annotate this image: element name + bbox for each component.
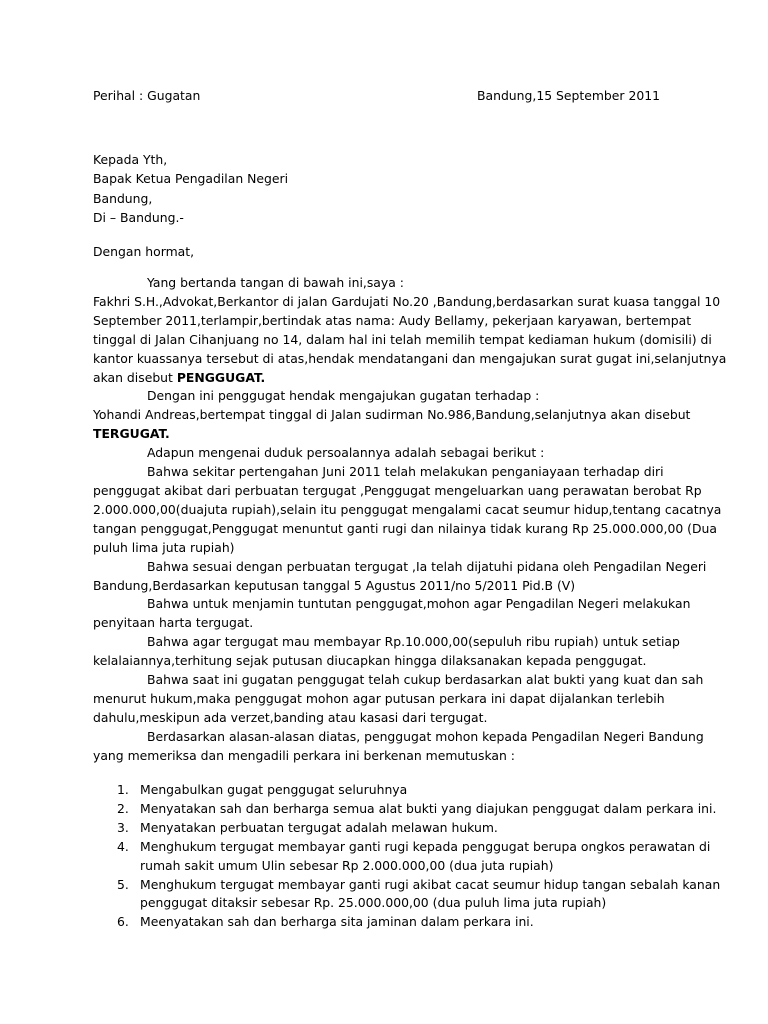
body-line (93, 369, 678, 388)
claim-number: 3. (117, 819, 129, 835)
claim-number: 4. (117, 838, 129, 854)
claim-number: 2. (117, 800, 129, 816)
address-line: Kepada Yth, (93, 152, 168, 167)
claim-text: Meenyatakan sah dan berharga sita jaminan dalam perkara ini. (140, 914, 534, 930)
body-line: Bahwa agar tergugat mau membayar Rp.10.000,00(sepuluh ribu rupiah) untuk setiap (147, 634, 680, 650)
body-line: September 2011,terlampir,bertindak atas nama: Audy Bellamy, pekerjaan karyawan, bertempat (93, 312, 692, 328)
body-line: Bahwa saat ini gugatan penggugat telah cukup berdasarkan alat bukti yang kuat dan sah (147, 672, 704, 688)
address-line: Di – Bandung.- (93, 209, 184, 225)
claim-item (0, 913, 720, 932)
claim-item (0, 876, 720, 914)
claim-text: penggugat ditaksir sebesar Rp. 25.000.000,00 (dua puluh lima juta rupiah) (140, 895, 607, 911)
body-line: penyitaan harta tergugat. (93, 615, 254, 631)
claim-text: Menyatakan sah dan berharga semua alat bukti yang diajukan penggugat dalam perkara ini. (140, 800, 717, 816)
claim-number: 6. (117, 914, 129, 930)
body-line: penggugat akibat dari perbuatan tergugat ,Penggugat mengeluarkan uang perawatan berobat Rp (93, 482, 702, 498)
body-line (93, 425, 678, 444)
body-line: 2.000.000,00(duajuta rupiah),selain itu penggugat mengalami cacat seumur hidup,tentang cacatnya (93, 501, 722, 517)
plaintiff-label: PENGGUGAT. (176, 369, 266, 385)
body-line: tangan penggugat,Penggugat menuntut ganti rugi dan nilainya tidak kurang Rp 25.000.000,00 (Dua (93, 520, 718, 536)
claim-text: Menyatakan perbuatan tergugat adalah melawan hukum. (140, 819, 498, 835)
address-line: Bapak Ketua Pengadilan Negeri (93, 171, 289, 187)
body-line: Dengan ini penggugat hendak mengajukan gugatan terhadap : (147, 388, 540, 404)
body-line: kantor kuassanya tersebut di atas,hendak mendatangani dan mengajukan surat gugat ini,selanjutnya (93, 350, 727, 366)
body-line: Bahwa sekitar pertengahan Juni 2011 telah melakukan penganiayaan terhadap diri (147, 464, 664, 480)
body-line: Yohandi Andreas,bertempat tinggal di Jalan sudirman No.986,Bandung,selanjutnya akan disebut (93, 407, 691, 423)
claim-item (0, 838, 720, 876)
claim-text: Mengabulkan gugat penggugat seluruhnya (140, 782, 408, 797)
body-line: Fakhri S.H.,Advokat,Berkantor di jalan Gardujati No.20 ,Bandung,berdasarkan surat kuasa tanggal 10 (93, 293, 721, 309)
claim-text: Menghukum tergugat membayar ganti rugi akibat cacat seumur hidup tangan sebalah kanan (140, 876, 721, 892)
claims-list (0, 781, 720, 932)
body-line: puluh lima juta rupiah) (93, 539, 235, 555)
claim-item (0, 800, 720, 819)
claim-item (0, 819, 720, 838)
body-line: tinggal di Jalan Cihanjuang no 14, dalam hal ini telah memilih tempat kediaman hukum (domisili) di (93, 331, 712, 347)
body-line: kelalaiannya,terhitung sejak putusan diucapkan hingga dilaksanakan kepada penggugat. (93, 653, 647, 669)
claim-item (0, 781, 720, 800)
body-text: akan disebut (93, 369, 177, 385)
body-line: Bandung,Berdasarkan keputusan tanggal 5 Agustus 2011/no 5/2011 Pid.B (V) (93, 577, 576, 593)
body-line: Berdasarkan alasan-alasan diatas, penggugat mohon kepada Pengadilan Negeri Bandung (147, 728, 704, 744)
body-line: Bahwa sesuai dengan perbuatan tergugat ,Ia telah dijatuhi pidana oleh Pengadilan Negeri (147, 558, 707, 574)
body-line: menurut hukum,maka penggugat mohon agar putusan perkara ini dapat dijalankan terlebih (93, 690, 665, 706)
address-line: Bandung, (93, 190, 153, 206)
claim-number: 5. (117, 876, 129, 892)
recipient-address (93, 150, 288, 227)
body-line: Adapun mengenai duduk persoalannya adalah sebagai berikut : (147, 445, 545, 461)
body-line: Bahwa untuk menjamin tuntutan penggugat,mohon agar Pengadilan Negeri melakukan (147, 596, 691, 612)
letter-body (93, 274, 727, 766)
body-line: dahulu,meskipun ada verzet,banding atau kasasi dari tergugat. (93, 709, 488, 725)
greeting: Dengan hormat, (93, 244, 195, 259)
defendant-label: TERGUGAT. (93, 426, 170, 442)
claim-text: Menghukum tergugat membayar ganti rugi kepada penggugat berupa ongkos perawatan di (140, 838, 711, 854)
letter-date: Bandung,15 September 2011 (477, 88, 660, 103)
letter-subject: Perihal : Gugatan (93, 88, 201, 103)
body-line: Yang bertanda tangan di bawah ini,saya : (147, 275, 404, 290)
body-line: yang memeriksa dan mengadili perkara ini berkenan memutuskan : (93, 747, 515, 763)
claim-number: 1. (117, 782, 129, 797)
claim-text: rumah sakit umum Ulin sebesar Rp 2.000.000,00 (dua juta rupiah) (140, 857, 554, 873)
